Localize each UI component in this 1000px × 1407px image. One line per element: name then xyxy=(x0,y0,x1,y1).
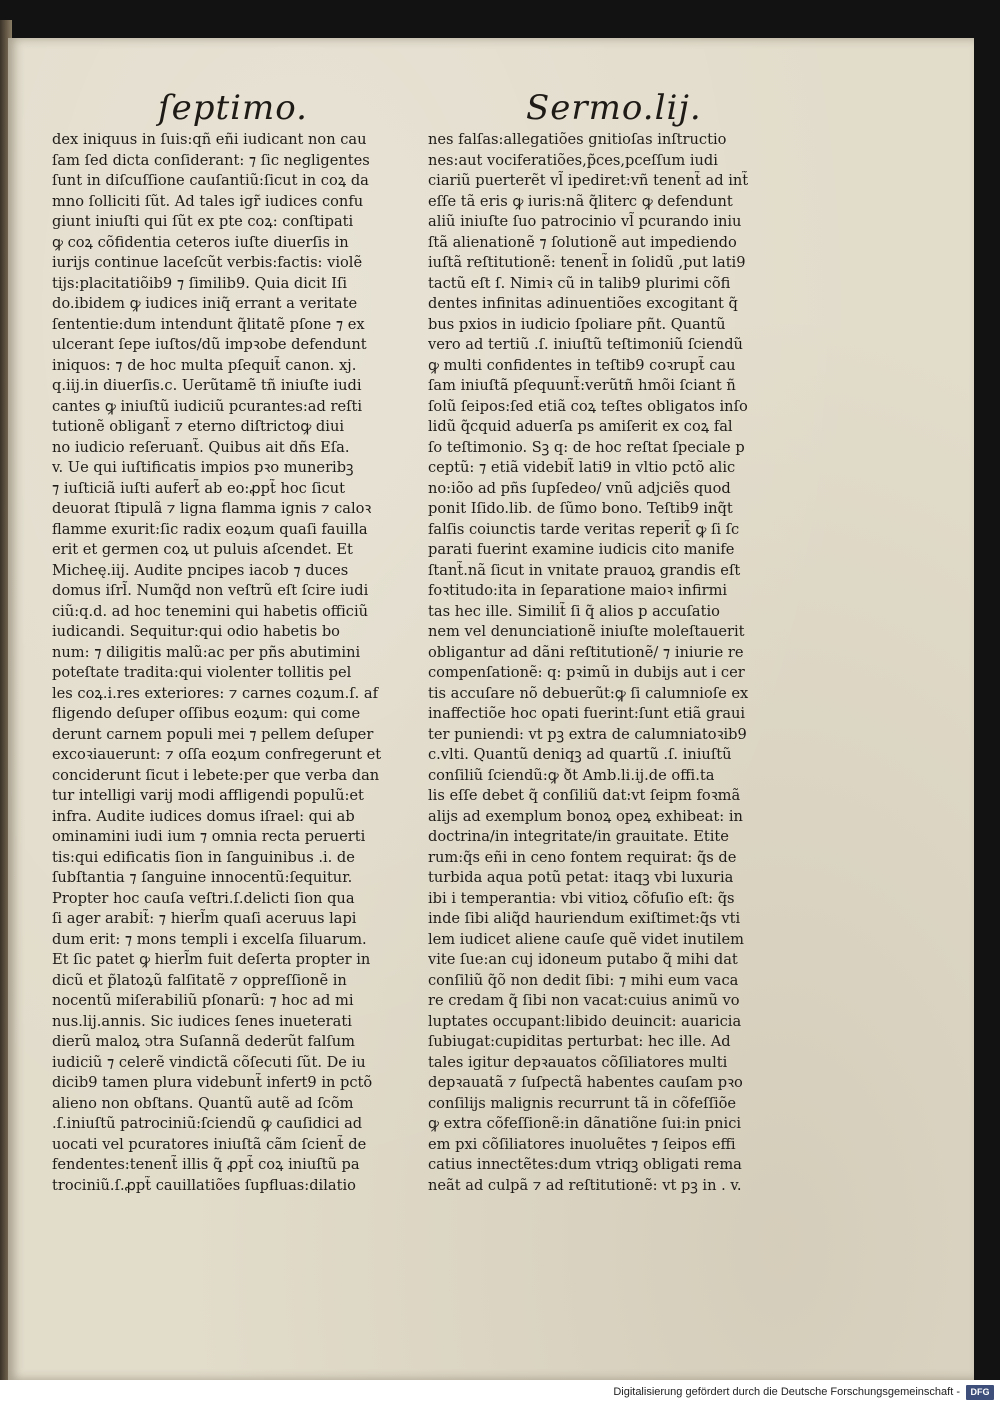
text-line: falſis coiunctis tarde veritas reperit̃ ꝙ ſi ſc xyxy=(428,520,740,538)
text-line: giunt iniuſti qui ſũt ex pte coꝝ: conſtipati xyxy=(52,213,354,230)
text-line: ſam ſed dicta conſiderant: ⁊ ſic negligentes xyxy=(52,151,370,169)
text-column-right xyxy=(428,130,783,1196)
text-line: aliũ iniuſte ſuo patrocinio vl̃ pcurando iniu xyxy=(428,213,742,230)
text-line: no iudicio reſeruant̃. Quibus ait dñs Eſa. xyxy=(52,438,350,456)
text-line: compenſationẽ: q: pꝛimũ in dubijs aut i cer xyxy=(428,664,745,681)
text-line: turbida aqua potũ petat: itaqꝫ vbi luxuria xyxy=(428,869,734,886)
text-line: rum:q̃s eñi in ceno fontem requirat: q̃s de xyxy=(428,848,737,866)
text-line: ceptũ: ⁊ etiã videbit̃ lati9 in vltio pctõ alic xyxy=(428,459,736,476)
text-line: fligendo deſuper oſſibus eoꝝum: qui come xyxy=(52,705,361,722)
text-line: uocati vel pcuratores iniuſtã cãm ſcient̃ de xyxy=(52,1135,367,1153)
text-line: ſi ager arabit̃: ⁊ hierl̃m quaſi aceruus lapi xyxy=(52,910,357,927)
text-line: erit et germen coꝝ ut puluis aſcendet. Et xyxy=(52,541,353,558)
text-line: iudiciũ ⁊ celerẽ vindictã cõſecuti ſũt. De iu xyxy=(52,1053,366,1071)
text-line: infra. Audite iudices domus iſrael: qui ab xyxy=(52,807,355,825)
text-line: alieno non obſtans. Quantũ autẽ ad ſcõm xyxy=(52,1094,354,1112)
text-line: iudicandi. Sequitur:qui odio habetis bo xyxy=(52,623,340,640)
text-line: ſtant̃.nã ſicut in vnitate prauoꝝ grandis eſt xyxy=(428,561,741,579)
text-line: tutionẽ obligant̃ ⁊ eterno diſtrictoꝙ diui xyxy=(52,418,345,435)
text-column-left xyxy=(52,130,407,1196)
text-line: poteſtate tradita:qui violenter tollitis pel xyxy=(52,664,352,681)
text-line: dicũ et p̃latoꝝũ falſitatẽ ⁊ oppreſſionẽ in xyxy=(52,971,347,989)
text-line: lidũ q̃cquid aduerſa ps amiſerit ex coꝝ fal xyxy=(428,418,733,435)
text-line: do.ibidem ꝙ iudices iniq̃ errant a veritate xyxy=(52,295,358,312)
text-line: cantes ꝙ iniuſtũ iudiciũ pcurantes:ad reſti xyxy=(52,397,363,415)
running-head-left: ſeptimo. xyxy=(158,88,308,128)
text-line: flamme exurit:ſic radix eoꝝum quaſi fauilla xyxy=(52,520,368,538)
text-line: v. Ue qui iuſtificatis impios pꝛo muneribꝫ xyxy=(52,459,354,476)
text-line: .ſ.iniuſtũ patrociniũ:ſciendũ ꝙ cauſidici ad xyxy=(52,1115,363,1132)
text-line: nes:aut vociferatiões,p̃ces,pceſſum iudi xyxy=(428,151,718,169)
text-line: mno ſolliciti ſũt. Ad tales igr̃ iudices confu xyxy=(52,192,364,210)
text-line: tactũ eſt ſ. Nimiꝛ cũ in talib9 plurimi cõfi xyxy=(428,274,731,292)
text-line: ꝙ extra cõfeſſionẽ:in dãnatiõne ſui:in pnici xyxy=(428,1115,742,1132)
text-line: les coꝝ.i.res exteriores: ⁊ carnes coꝝum.ſ. af xyxy=(52,684,379,702)
text-line: ibi i temperantia: vbi vitioꝝ cõfuſio eſt: q̃s xyxy=(428,889,735,907)
text-line: re credam q̃ ſibi non vacat:cuius animũ vo xyxy=(428,992,740,1009)
text-line: ꝙ multi confidentes in teſtib9 coꝛrupt̃ cau xyxy=(428,356,736,374)
text-line: em pxi cõſiliatores inuoluẽtes ⁊ ſeipos effi xyxy=(428,1135,736,1153)
text-line: Et ſic patet ꝙ hierl̃m fuit deſerta propter in xyxy=(52,951,371,968)
text-line: tis:qui edificatis ſion in ſanguinibus .i. de xyxy=(52,848,355,866)
text-line: tis accuſare nõ debuerũt:ꝙ ſi calumnioſe ex xyxy=(428,684,749,702)
text-line: inde ſibi aliq̃d hauriendum exiſtimet:q̃s vti xyxy=(428,910,741,927)
text-line: ciariũ puerterẽt vl̃ ipediret:vñ tenent̃ ad int̃ xyxy=(428,172,749,189)
text-line: tijs:placitatiõib9 ⁊ ſimilib9. Quia dicit Iſi xyxy=(52,274,348,292)
running-head-right: Sermo.lij. xyxy=(526,88,702,128)
text-line: conſiliũ q̃õ non dedit ſibi: ⁊ mihi eum vaca xyxy=(428,971,739,989)
text-line: ter puniendi: vt pꝫ extra de calumniatoꝛib9 xyxy=(428,725,747,743)
text-line: ſunt in diſcuſſione cauſantiũ:ſicut in coꝝ da xyxy=(52,172,369,189)
text-line: q.iij.in diuerſis.c. Uerũtamẽ tñ iniuſte iudi xyxy=(52,377,362,394)
text-line: ponit Iſido.lib. de ſũmo bono. Teſtib9 inq̃t xyxy=(428,500,733,517)
text-line: ſtã alienationẽ ⁊ ſolutionẽ aut impediendo xyxy=(428,233,737,251)
text-line: iurijs continue laceſcũt verbis:factis: violẽ xyxy=(52,254,363,271)
text-line: deuorat ſtipulã ⁊ ligna flamma ignis ⁊ caloꝛ xyxy=(52,500,372,517)
text-line: doctrina/in integritate/in grauitate. Etite xyxy=(428,828,729,845)
text-line: conciderunt ſicut i lebete:per que verba dan xyxy=(52,766,380,784)
text-line: dum erit: ⁊ mons templi i excelſa ſiluarum. xyxy=(52,930,367,948)
text-line: num: ⁊ diligitis malũ:ac per pñs abutimini xyxy=(52,643,361,661)
text-line: conſiliũ ſciendũ:ꝙ ðt Amb.li.ij.de offi.ta xyxy=(428,766,715,784)
funding-notice: Digitalisierung gefördert durch die Deutsche Forschungsgemeinschaft - xyxy=(613,1386,960,1398)
text-line: Micheę.iij. Audite pncipes iacob ⁊ duces xyxy=(52,561,349,579)
text-line: vero ad tertiũ .ſ. iniuſtũ teſtimoniũ ſciendũ xyxy=(428,336,743,353)
text-line: foꝛtitudo:ita in ſeparatione maioꝛ infirmi xyxy=(428,582,728,599)
text-line: depꝛauatã ⁊ ſuſpectã habentes cauſam pꝛo xyxy=(428,1074,743,1091)
text-line: obligantur ad dãni reſtitutionẽ/ ⁊ iniurie re xyxy=(428,643,744,661)
text-line: alijs ad exemplum bonoꝝ opeꝝ exhibeat: in xyxy=(428,807,743,825)
text-line: ſententie:dum intendunt q̃litatẽ pſone ⁊ ex xyxy=(52,315,365,333)
text-line: nem vel denunciationẽ iniuſte moleſtauerit xyxy=(428,623,745,640)
text-line: derunt carnem populi mei ⁊ pellem deſuper xyxy=(52,725,374,743)
text-line: nes falſas:allegatiões gnitioſas inſtructio xyxy=(428,131,727,148)
text-line: nocentũ miſerabiliũ pſonarũ: ⁊ hoc ad mi xyxy=(52,992,354,1009)
text-line: catius innectẽtes:dum vtriqꝫ obligati rema xyxy=(428,1156,742,1173)
text-line: dentes infinitas adinuentiões excogitant q̃ xyxy=(428,295,738,312)
text-line: lis eſſe debet q̃ conſiliũ dat:vt ſeipm foꝛmã xyxy=(428,787,741,804)
text-line: ſam iniuſtã pſequunt̃:verũtñ hmõi ſciant ñ xyxy=(428,377,736,394)
text-line: ꝙ coꝝ cõfidentia ceteros iuſte diuerſis in xyxy=(52,233,349,251)
text-line: luptates occupant:libido deuincit: auaricia xyxy=(428,1012,742,1030)
text-line: conſilijs malignis recurrunt tã in cõfeſſiõe xyxy=(428,1094,737,1112)
text-line: ⁊ iuſticiã iuſti aufert̃ ab eo:ꝓpt̃ hoc ſicut xyxy=(52,479,346,497)
text-line: domus iſrl̃. Numq̃d non veſtrũ eſt ſcire iudi xyxy=(52,582,369,599)
text-line: fendentes:tenent̃ illis q̃ ꝓpt̃ coꝝ iniuſtũ pa xyxy=(52,1156,360,1173)
text-line: c.vlti. Quantũ deniqꝫ ad quartũ .ſ. iniuſtũ xyxy=(428,746,732,763)
text-line: dex iniquus in ſuis:qñ eñi iudicant non cau xyxy=(52,131,367,148)
text-line: Propter hoc cauſa veſtri.ſ.delicti ſion qua xyxy=(52,889,355,907)
text-line: ſubiugat:cupiditas perturbat: hec ille. Ad xyxy=(428,1033,731,1050)
text-line: trociniũ.ſ.ꝓpt̃ cauillatiões ſupfluas:dilatio xyxy=(52,1176,356,1194)
text-line: ominamini iudi ium ⁊ omnia recta peruerti xyxy=(52,828,366,845)
text-line: vite ſue:an cuj idoneum putabo q̃ mihi dat xyxy=(428,951,738,968)
text-line: bus pxios in iudicio ſpoliare pñt. Quantũ xyxy=(428,315,726,333)
text-line: inaffectiõe hoc opati fuerint:ſunt etiã graui xyxy=(428,705,746,722)
text-line: ulcerant ſepe iuſtos/dũ impꝛobe defendunt xyxy=(52,336,367,353)
text-line: parati fuerint examine iudicis cito manife xyxy=(428,541,735,558)
text-line: ſo teſtimonio. Sꝫ q: de hoc reſtat ſpeciale p xyxy=(428,438,745,456)
text-line: iuſtã reſtitutionẽ: tenent̃ in ſolidũ ,put lati9 xyxy=(428,254,746,271)
book-page xyxy=(8,38,974,1380)
text-line: no:iõo ad pñs ſupſedeo/ vnũ adjciẽs quod xyxy=(428,479,731,497)
text-line: nus.lij.annis. Sic iudices ſenes inueterati xyxy=(52,1012,352,1030)
text-line: ciũ:q.d. ad hoc tenemini qui habetis officiũ xyxy=(52,602,369,620)
text-line: ſolũ ſeipos:ſed etiã coꝝ teſtes obligatos inſo xyxy=(428,397,748,415)
text-line: eſſe tã eris ꝙ iuris:nã q̃literc ꝙ defendunt xyxy=(428,192,733,210)
text-line: excoꝛiauerunt: ⁊ oſſa eoꝝum confregerunt et xyxy=(52,746,382,763)
text-line: lem iudicet aliene cauſe quẽ videt inutilem xyxy=(428,930,745,948)
text-line: tur intelligi varij modi affligendi populũ:et xyxy=(52,787,364,804)
text-line: dicib9 tamen plura videbunt̃ infert9 in pctõ xyxy=(52,1074,373,1091)
footer-bar xyxy=(0,1380,1000,1407)
dfg-logo-icon: DFG xyxy=(966,1385,994,1400)
text-line: dierũ maloꝝ ↄtra Suſannã dederũt falſum xyxy=(52,1033,355,1050)
text-line: tas hec ille. Similit̃ ſi q̃ alios p accuſatio xyxy=(428,602,720,620)
text-line: tales igitur depꝛauatos cõſiliatores multi xyxy=(428,1053,728,1071)
text-line: ſubſtantia ⁊ ſanguine innocentũ:ſequitur. xyxy=(52,869,353,886)
text-line: iniquos: ⁊ de hoc multa pſequit̃ canon. xj. xyxy=(52,356,357,374)
text-line: neãt ad culpã ⁊ ad reſtitutionẽ: vt pꝫ in . v. xyxy=(428,1176,742,1194)
